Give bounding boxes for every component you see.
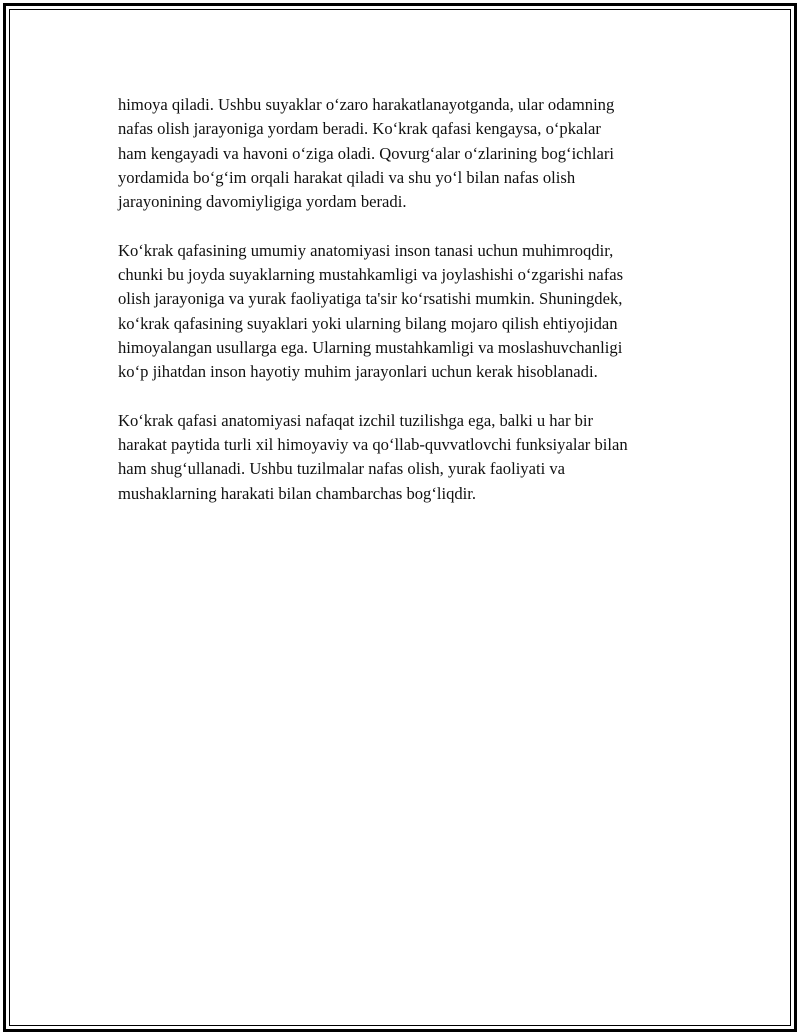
text-line: chunki bu joyda suyaklarning mustahkamligi va joylashishi oʻzgarishi nafas: [118, 265, 624, 285]
document-body: [118, 93, 698, 530]
paragraph-2: [118, 239, 698, 385]
text-line: mushaklarning harakati bilan chambarchas bogʻliqdir.: [118, 483, 477, 503]
text-line: nafas olish jarayoniga yordam beradi. Koʻkrak qafasi kengaysa, oʻpkalar: [118, 119, 601, 139]
text-line: jarayonining davomiyligiga yordam beradi.: [118, 192, 407, 212]
text-line: himoya qiladi. Ushbu suyaklar oʻzaro harakatlanayotganda, ular odamning: [118, 95, 615, 114]
paragraph-3: [118, 409, 698, 506]
text-line: ham shugʻullanadi. Ushbu tuzilmalar nafas olish, yurak faoliyati va: [118, 459, 565, 479]
text-line: harakat paytida turli xil himoyaviy va qoʻllab-quvvatlovchi funksiyalar bilan: [118, 435, 628, 455]
paragraph-1: [118, 93, 698, 214]
text-line: ham kengayadi va havoni oʻziga oladi. Qovurgʻalar oʻzlarining bogʻichlari: [118, 143, 614, 163]
text-line: koʻkrak qafasining suyaklari yoki ularning bilang mojaro qilish ehtiyojidan: [118, 313, 618, 333]
text-line: Koʻkrak qafasining umumiy anatomiyasi inson tanasi uchun muhimroqdir,: [118, 240, 614, 260]
text-line: yordamida boʻgʻim orqali harakat qiladi va shu yoʻl bilan nafas olish: [118, 167, 576, 187]
text-line: himoyalangan usullarga ega. Ularning mustahkamligi va moslashuvchanligi: [118, 337, 623, 357]
text-line: Koʻkrak qafasi anatomiyasi nafaqat izchil tuzilishga ega, balki u har bir: [118, 410, 594, 430]
text-line: koʻp jihatdan inson hayotiy muhim jarayonlari uchun kerak hisoblanadi.: [118, 362, 598, 382]
text-line: olish jarayoniga va yurak faoliyatiga ta'sir koʻrsatishi mumkin. Shuningdek,: [118, 289, 623, 309]
